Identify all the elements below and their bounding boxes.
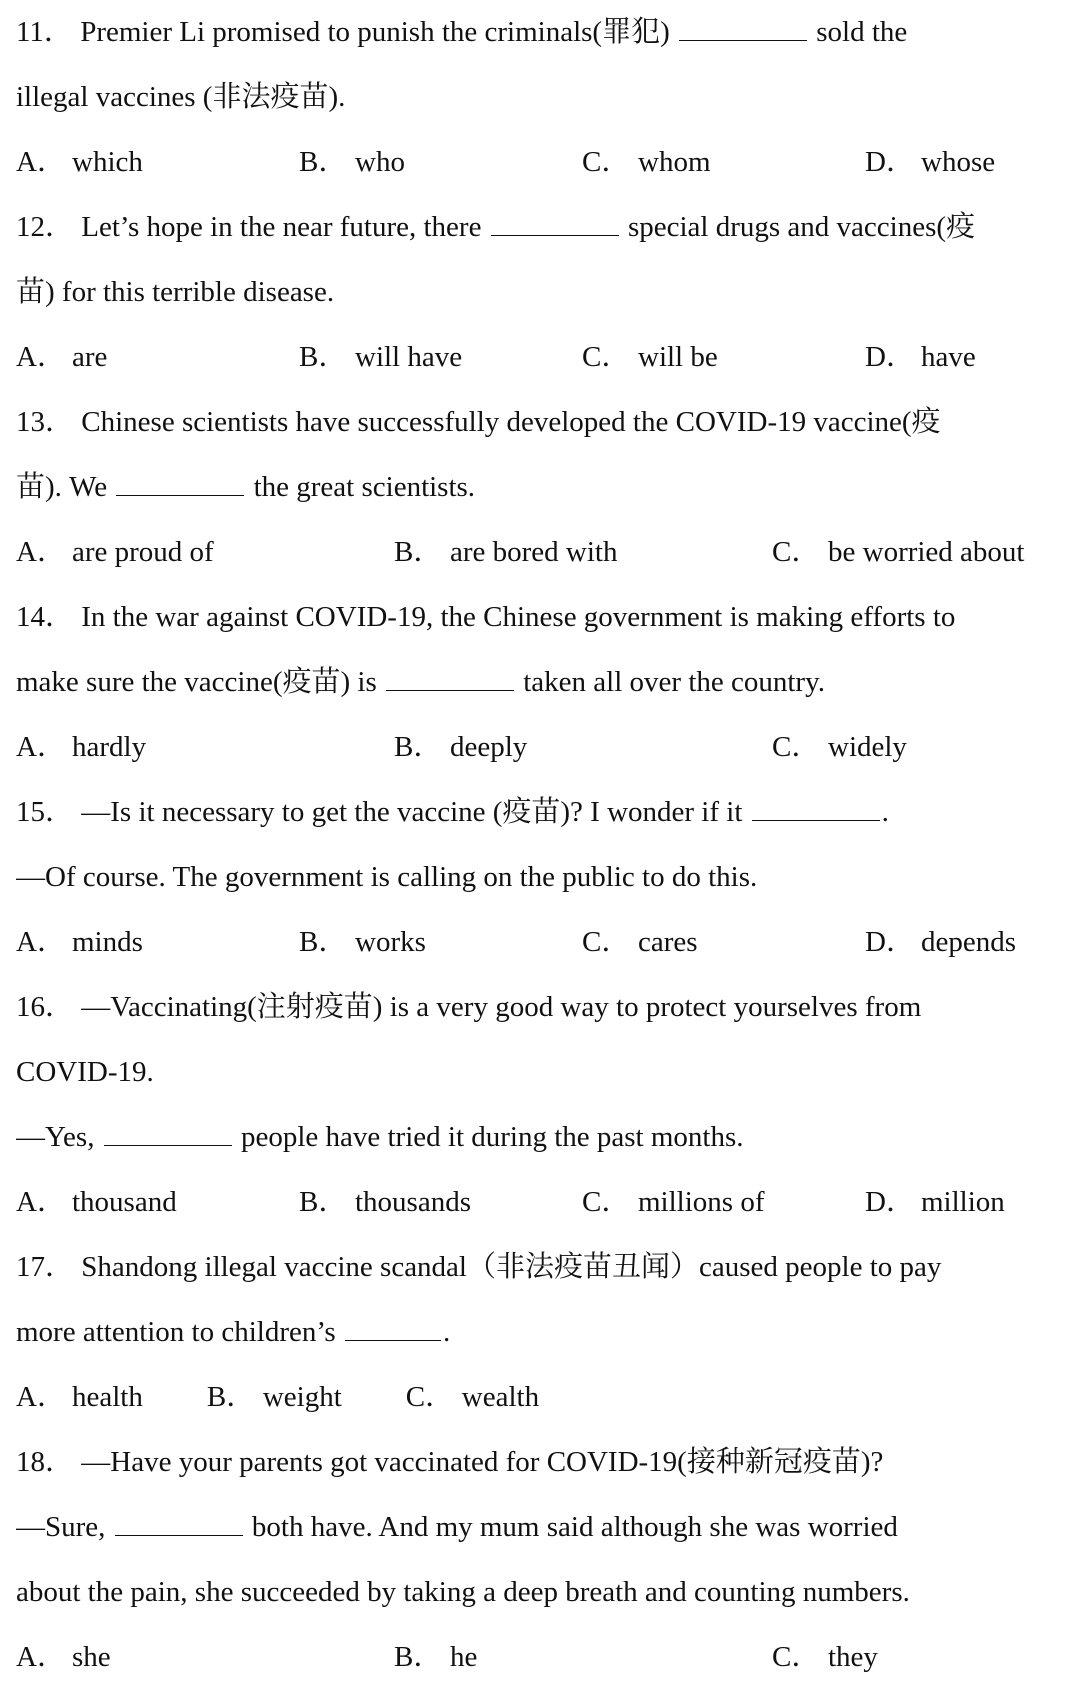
option-letter: A． [16, 926, 66, 958]
question-text: Premier Li promised to punish the criminals(罪犯) [80, 16, 670, 48]
question-text: make sure the vaccine(疫苗) is [16, 666, 377, 698]
option-letter: A． [16, 341, 66, 373]
option-letter: D． [865, 1186, 915, 1218]
question-number: 14． [16, 601, 75, 633]
option-b[interactable] [394, 715, 772, 780]
option-d[interactable] [865, 130, 1080, 195]
question-text: Let’s hope in the near future, there [81, 211, 482, 243]
option-c[interactable] [582, 910, 865, 975]
option-text: will have [355, 341, 463, 373]
option-c[interactable] [406, 1365, 539, 1430]
option-text: millions of [638, 1186, 765, 1218]
question-text: . [442, 1316, 451, 1348]
question-number: 11． [16, 16, 73, 48]
option-letter: A． [16, 731, 66, 763]
option-c[interactable] [772, 1625, 1052, 1690]
option-letter: B． [299, 926, 348, 958]
question-text: —Is it necessary to get the vaccine (疫苗)? I wonder if it [81, 796, 743, 828]
option-a[interactable] [16, 1365, 143, 1430]
option-text: thousands [355, 1186, 471, 1218]
option-d[interactable] [865, 1170, 1080, 1235]
option-a[interactable] [16, 130, 299, 195]
option-letter: C． [772, 536, 821, 568]
option-letter: B． [299, 341, 348, 373]
option-letter: A． [16, 1186, 66, 1218]
option-c[interactable] [582, 1170, 865, 1235]
option-text: deeply [450, 731, 528, 763]
question-text: —Of course. The government is calling on the public to do this. [16, 861, 758, 893]
question-text: about the pain, she succeeded by taking a deep breath and counting numbers. [16, 1576, 910, 1608]
option-b[interactable] [394, 1625, 772, 1690]
option-text: she [72, 1641, 111, 1673]
answer-blank[interactable] [104, 1119, 232, 1146]
options-row [16, 1365, 1080, 1430]
option-text: wealth [461, 1381, 540, 1413]
option-text: are [72, 341, 108, 373]
option-text: widely [828, 731, 907, 763]
question-text: Chinese scientists have successfully developed the COVID-19 vaccine(疫 [81, 406, 941, 438]
option-text: weight [262, 1381, 342, 1413]
option-text: they [828, 1641, 878, 1673]
question-text: illegal vaccines (非法疫苗). [16, 81, 346, 113]
question-text-line [16, 260, 1080, 325]
question-number: 12． [16, 211, 75, 243]
question-text: the great scientists. [253, 471, 476, 503]
option-letter: D． [865, 341, 915, 373]
question-number: 15． [16, 796, 75, 828]
option-text: have [921, 341, 976, 373]
question-text: —Yes, [16, 1121, 95, 1153]
question-text-line [16, 650, 1080, 715]
question-text: sold the [816, 16, 908, 48]
option-letter: A． [16, 1641, 66, 1673]
question-text-line [16, 65, 1080, 130]
options-row [16, 910, 1080, 975]
option-b[interactable] [299, 910, 582, 975]
option-text: thousand [72, 1186, 177, 1218]
option-text: whose [921, 146, 996, 178]
option-a[interactable] [16, 910, 299, 975]
question-text: special drugs and vaccines(疫 [627, 211, 976, 243]
options-row [16, 1625, 1080, 1690]
option-a[interactable] [16, 325, 299, 390]
question-15 [16, 780, 1080, 975]
option-b[interactable] [207, 1365, 342, 1430]
option-a[interactable] [16, 1625, 394, 1690]
question-number: 17． [16, 1251, 75, 1283]
question-text: —Sure, [16, 1511, 106, 1543]
option-letter: A． [16, 146, 66, 178]
answer-blank[interactable] [386, 664, 514, 691]
option-letter: D． [865, 926, 915, 958]
question-14 [16, 585, 1080, 780]
option-text: are proud of [72, 536, 214, 568]
question-16 [16, 975, 1080, 1235]
option-text: be worried about [828, 536, 1025, 568]
question-text: —Vaccinating(注射疫苗) is a very good way to protect yourselves from [81, 991, 922, 1023]
question-text-line [16, 1300, 1080, 1365]
question-text: In the war against COVID-19, the Chinese government is making efforts to [81, 601, 956, 633]
option-c[interactable] [772, 520, 1052, 585]
option-a[interactable] [16, 1170, 299, 1235]
option-letter: A． [16, 536, 66, 568]
question-13 [16, 390, 1080, 585]
option-d[interactable] [865, 325, 1080, 390]
option-letter: C． [582, 1186, 631, 1218]
option-letter: C． [772, 731, 821, 763]
question-number: 18． [16, 1446, 75, 1478]
option-c[interactable] [582, 130, 865, 195]
option-text: are bored with [450, 536, 618, 568]
option-a[interactable] [16, 520, 394, 585]
option-letter: B． [206, 1381, 256, 1413]
answer-blank[interactable] [752, 794, 880, 821]
option-text: cares [638, 926, 698, 958]
options-row [16, 325, 1080, 390]
option-text: which [72, 146, 143, 178]
option-text: who [355, 146, 405, 178]
option-letter: B． [299, 1186, 348, 1218]
option-text: million [921, 1186, 1005, 1218]
answer-blank[interactable] [115, 1509, 243, 1536]
option-b[interactable] [299, 1170, 582, 1235]
option-letter: C． [405, 1381, 455, 1413]
question-text-line [16, 1235, 1080, 1300]
option-b[interactable] [299, 130, 582, 195]
option-b[interactable] [394, 520, 772, 585]
question-text: 苗). We [16, 471, 108, 503]
option-a[interactable] [16, 715, 394, 780]
answer-blank[interactable] [116, 469, 244, 496]
option-letter: D． [865, 146, 915, 178]
question-text: —Have your parents got vaccinated for COVID-19(接种新冠疫苗)? [81, 1446, 884, 1478]
option-text: hardly [72, 731, 147, 763]
question-text: 苗) for this terrible disease. [16, 276, 335, 308]
question-text-line [16, 1560, 1080, 1625]
option-letter: C． [582, 926, 631, 958]
options-row [16, 520, 1080, 585]
options-row [16, 130, 1080, 195]
option-d[interactable] [865, 910, 1080, 975]
question-text: taken all over the country. [523, 666, 825, 698]
option-text: depends [921, 926, 1017, 958]
question-text-line [16, 390, 1080, 455]
question-text-line [16, 0, 1080, 65]
question-12 [16, 195, 1080, 390]
question-text-line [16, 1040, 1080, 1105]
question-text-line [16, 975, 1080, 1040]
options-row [16, 1170, 1080, 1235]
question-text: people have tried it during the past months. [240, 1121, 744, 1153]
options-row [16, 715, 1080, 780]
question-text-line [16, 195, 1080, 260]
option-c[interactable] [582, 325, 865, 390]
option-letter: B． [394, 536, 443, 568]
option-letter: C． [772, 1641, 821, 1673]
option-text: health [72, 1381, 143, 1413]
question-text-line [16, 845, 1080, 910]
question-text-line [16, 780, 1080, 845]
option-letter: B． [394, 731, 443, 763]
answer-blank[interactable] [679, 14, 807, 41]
option-text: whom [638, 146, 711, 178]
question-text-line [16, 1430, 1080, 1495]
option-b[interactable] [299, 325, 582, 390]
question-text: Shandong illegal vaccine scandal（非法疫苗丑闻）caused people to pay [81, 1251, 942, 1283]
question-18 [16, 1430, 1080, 1690]
option-text: he [450, 1641, 478, 1673]
option-letter: C． [582, 146, 631, 178]
option-letter: C． [582, 341, 631, 373]
option-letter: B． [394, 1641, 443, 1673]
question-text: COVID-19. [16, 1056, 154, 1088]
question-text-line [16, 1495, 1080, 1560]
question-text-line [16, 1105, 1080, 1170]
question-17 [16, 1235, 1080, 1430]
question-11 [16, 0, 1080, 195]
question-text: . [881, 796, 889, 828]
question-text: more attention to children’s [16, 1316, 336, 1348]
question-text-line [16, 585, 1080, 650]
answer-blank[interactable] [345, 1314, 441, 1341]
option-text: works [355, 926, 426, 958]
option-text: will be [638, 341, 718, 373]
option-letter: A． [16, 1381, 66, 1413]
question-text: both have. And my mum said although she was worried [251, 1511, 898, 1543]
question-number: 13． [16, 406, 75, 438]
option-c[interactable] [772, 715, 1052, 780]
answer-blank[interactable] [491, 209, 619, 236]
option-text: minds [72, 926, 143, 958]
question-text-line [16, 455, 1080, 520]
question-number: 16． [16, 991, 75, 1023]
option-letter: B． [299, 146, 348, 178]
